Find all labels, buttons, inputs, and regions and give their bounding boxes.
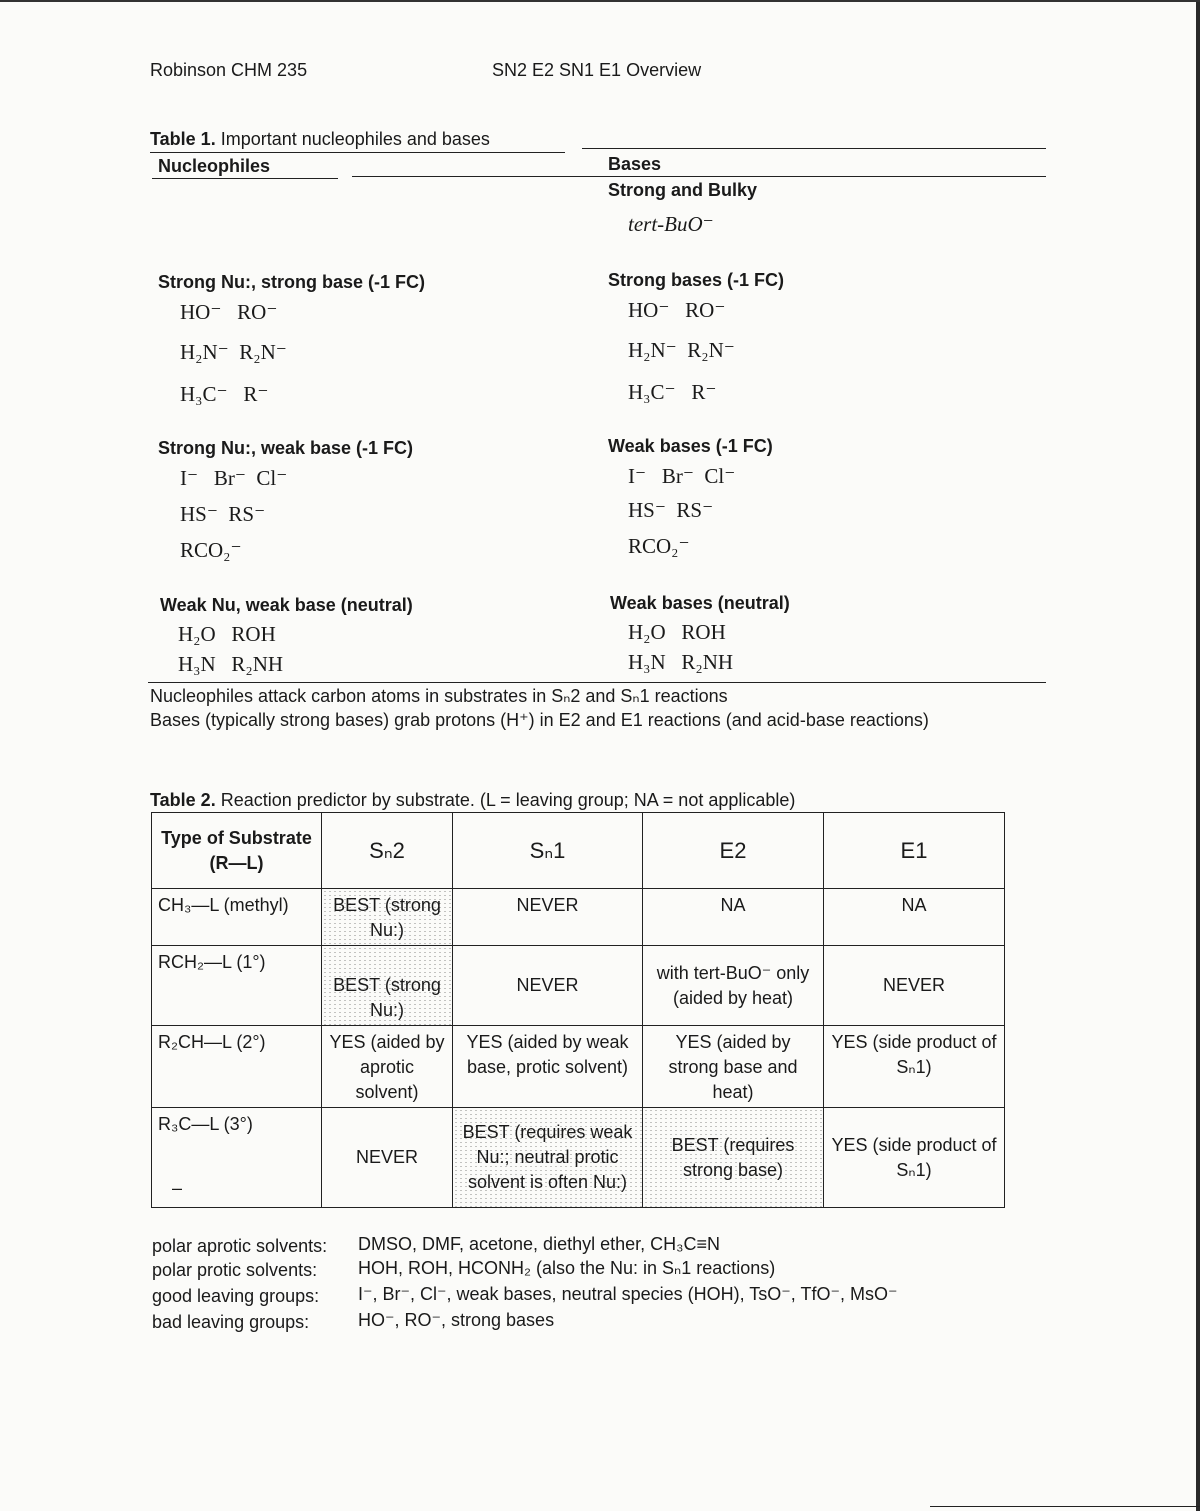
- footer-label: bad leaving groups:: [152, 1312, 310, 1332]
- sn2-cell: NEVER: [322, 1108, 453, 1208]
- sn2-cell: BEST (strong Nu:): [322, 889, 453, 946]
- e2-cell: YES (aided by strong base and heat): [643, 1026, 824, 1108]
- page-bottom-rule: [930, 1506, 1200, 1507]
- table-row: [152, 946, 1005, 1026]
- table1-caption: [150, 129, 490, 150]
- base-group-heading: Strong bases (-1 FC): [608, 270, 785, 290]
- substrate-cell: R₂CH—L (2°): [152, 1026, 322, 1108]
- sn1-cell: BEST (requires weak Nu:; neutral protic solvent is often Nu:): [453, 1108, 643, 1208]
- footer-label: polar protic solvents:: [152, 1260, 318, 1280]
- col-sn1: Sₙ​1: [453, 813, 643, 889]
- base-line: I⁻ Br⁻ Cl⁻: [628, 464, 736, 488]
- sn1-cell: NEVER: [453, 946, 643, 1026]
- substrate-cell: [152, 1108, 322, 1208]
- table1-top-rule-left: [150, 152, 565, 153]
- scan-edge-top: [0, 0, 1200, 2]
- nu-line: H₂N⁻ R₂N⁻: [180, 340, 287, 364]
- footer-label: good leaving groups:: [152, 1286, 320, 1306]
- base-group-heading: Weak bases (neutral): [610, 593, 790, 613]
- sn2-cell: BEST (strong Nu:): [322, 946, 453, 1026]
- col-substrate: Type of Substrate (R—L): [152, 813, 322, 889]
- base-line: HO⁻ RO⁻: [628, 298, 726, 322]
- e1-cell: NA: [824, 889, 1005, 946]
- footer-value: DMSO, DMF, acetone, diethyl ether, CH₃C≡N: [358, 1234, 720, 1254]
- base-line: H₂O ROH: [628, 620, 726, 644]
- substrate-label: R₃C—L (3°): [158, 1114, 253, 1134]
- strong-bulky-items: tert-BuO⁻: [628, 212, 714, 236]
- base-group-heading: Weak bases (-1 FC): [608, 436, 773, 456]
- col-nucleophiles: Nucleophiles: [158, 156, 271, 176]
- nu-line: HO⁻ RO⁻: [180, 300, 278, 324]
- nu-line: H₃C⁻ R⁻: [180, 382, 269, 406]
- row-mark: –: [172, 1178, 183, 1198]
- nucleophiles-underline: [152, 178, 338, 179]
- table1-note-bases: Bases (typically strong bases) grab protons (H⁺) in E2 and E1 reactions (and acid-base reactions): [150, 710, 929, 730]
- nu-line: H₃N R₂NH: [178, 652, 284, 676]
- sn1-cell: YES (aided by weak base, protic solvent): [453, 1026, 643, 1108]
- nu-line: H₂O ROH: [178, 622, 276, 646]
- e1-cell: YES (side product of Sₙ​1): [824, 1108, 1005, 1208]
- sn1-cell: NEVER: [453, 889, 643, 946]
- table1-caption-text: Important nucleophiles and bases: [220, 129, 490, 149]
- nu-group-heading: Strong Nu:, strong base (-1 FC): [158, 272, 425, 292]
- base-line: RCO₂⁻: [628, 534, 690, 558]
- nu-group-heading: Strong Nu:, weak base (-1 FC): [158, 438, 414, 458]
- table1-bottom-rule: [148, 682, 1046, 683]
- base-line: H₃C⁻ R⁻: [628, 380, 717, 404]
- table-row: [152, 1108, 1005, 1208]
- col-bases: Bases: [608, 154, 662, 174]
- e2-cell: with tert-BuO⁻ only (aided by heat): [643, 946, 824, 1026]
- e1-cell: YES (side product of Sₙ​1): [824, 1026, 1005, 1108]
- base-line: HS⁻ RS⁻: [628, 498, 714, 522]
- footer-value: I⁻, Br⁻, Cl⁻, weak bases, neutral species (HOH), TsO⁻, TfO⁻, MsO⁻: [358, 1284, 898, 1304]
- table1-caption-label: Table 1.: [150, 129, 216, 149]
- base-line: H₂N⁻ R₂N⁻: [628, 338, 735, 362]
- e2-cell: BEST (requires strong base): [643, 1108, 824, 1208]
- table2-caption-label: Table 2.: [150, 790, 216, 810]
- table1-header-rule: [352, 176, 1046, 177]
- substrate-cell: RCH₂—L (1°): [152, 946, 322, 1026]
- table2-caption: [150, 790, 795, 811]
- substrate-cell: CH₃—L (methyl): [152, 889, 322, 946]
- footer-value: HO⁻, RO⁻, strong bases: [358, 1310, 555, 1330]
- header-course: Robinson CHM 235: [150, 60, 308, 80]
- scan-edge-right: [1196, 0, 1200, 1511]
- header-title: SN2 E2 SN1 E1 Overview: [492, 60, 702, 80]
- footer-label: polar aprotic solvents:: [152, 1236, 328, 1256]
- reaction-predictor-table: [151, 812, 1005, 1208]
- strong-bulky-heading: Strong and Bulky: [608, 180, 758, 200]
- nu-line: HS⁻ RS⁻: [180, 502, 266, 526]
- nu-line: I⁻ Br⁻ Cl⁻: [180, 466, 288, 490]
- table1-note-nucleophiles: Nucleophiles attack carbon atoms in substrates in Sₙ​2 and Sₙ​1 reactions: [150, 686, 728, 706]
- sn2-cell: YES (aided by aprotic solvent): [322, 1026, 453, 1108]
- nu-group-heading: Weak Nu, weak base (neutral): [160, 595, 413, 615]
- table-row: [152, 1026, 1005, 1108]
- col-e2: E2: [643, 813, 824, 889]
- e1-cell: NEVER: [824, 946, 1005, 1026]
- table2-caption-text: Reaction predictor by substrate. (L = leaving group; NA = not applicable): [220, 790, 796, 810]
- table2-header-row: [152, 813, 1005, 889]
- e2-cell: NA: [643, 889, 824, 946]
- table1-top-rule-right: [582, 148, 1046, 149]
- col-e1: E1: [824, 813, 1005, 889]
- col-sn2: Sₙ​2: [322, 813, 453, 889]
- footer-value: HOH, ROH, HCONH₂ (also the Nu: in Sₙ​1 reactions): [358, 1258, 776, 1278]
- table-row: [152, 889, 1005, 946]
- base-line: H₃N R₂NH: [628, 650, 734, 674]
- nu-line: RCO₂⁻: [180, 538, 242, 562]
